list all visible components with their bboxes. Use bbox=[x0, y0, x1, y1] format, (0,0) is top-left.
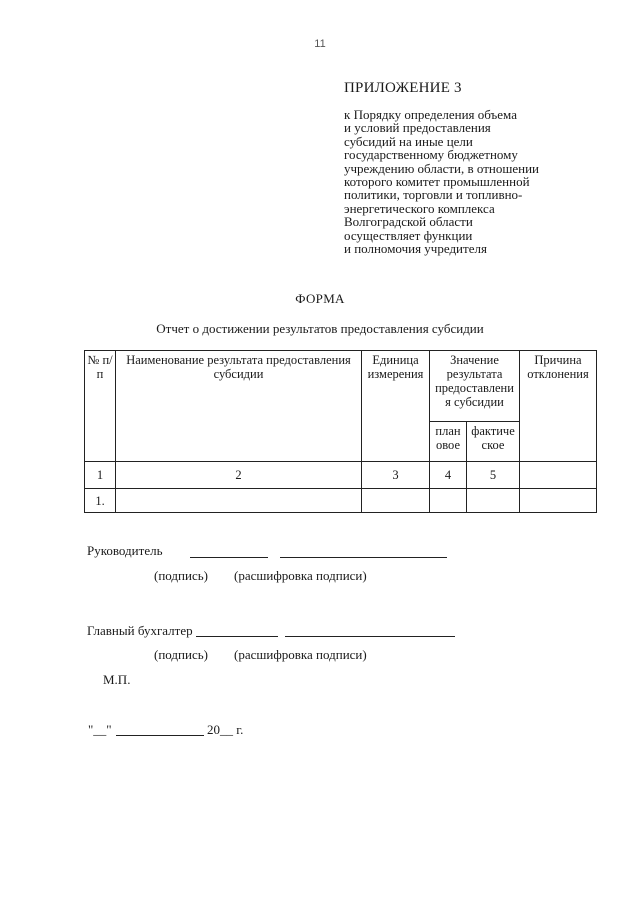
date-day: "__" bbox=[88, 722, 112, 737]
table-cell: 4 bbox=[430, 462, 467, 489]
header-actual: фактиче ское bbox=[467, 422, 520, 462]
appendix-line: к Порядку определения объема bbox=[344, 107, 517, 122]
appendix-description bbox=[344, 108, 594, 255]
report-title: Отчет о достижении результатов предоставления субсидии bbox=[156, 321, 484, 336]
chief-decoding-line bbox=[285, 636, 455, 637]
header-value: Значение результата предоставлени я субсидии bbox=[430, 351, 520, 422]
table-cell: 5 bbox=[467, 462, 520, 489]
page-number: 11 bbox=[314, 38, 326, 50]
table-cell bbox=[116, 489, 362, 513]
table-row bbox=[85, 489, 597, 513]
appendix-line: Волгоградской области bbox=[344, 214, 473, 230]
head-signature-line bbox=[190, 557, 268, 558]
header-num: № п/п bbox=[85, 351, 116, 462]
header-unit: Единица измерения bbox=[362, 351, 430, 462]
table-row bbox=[85, 462, 597, 489]
appendix-line: и условий предоставления bbox=[344, 120, 491, 136]
stamp-label: М.П. bbox=[103, 672, 131, 687]
table-cell bbox=[467, 489, 520, 513]
appendix-title: ПРИЛОЖЕНИЕ 3 bbox=[344, 80, 462, 96]
header-planned: план овое bbox=[430, 422, 467, 462]
head-label: Руководитель bbox=[87, 543, 163, 558]
table-cell bbox=[520, 462, 597, 489]
head-signature-caption: (подпись) bbox=[154, 568, 208, 583]
chief-signature-caption: (подпись) bbox=[154, 647, 208, 662]
chief-accountant-label: Главный бухгалтер bbox=[87, 623, 193, 638]
table-cell: 1 bbox=[85, 462, 116, 489]
table-cell: 3 bbox=[362, 462, 430, 489]
head-decoding-caption: (расшифровка подписи) bbox=[234, 568, 367, 583]
appendix-line: и полномочия учредителя bbox=[344, 241, 487, 257]
appendix-line: государственному бюджетному bbox=[344, 147, 518, 163]
table-cell: 2 bbox=[116, 462, 362, 489]
header-name: Наименование результата предоставления субсидии bbox=[116, 351, 362, 462]
appendix-line: политики, торговли и топливно- bbox=[344, 187, 523, 203]
chief-signature-line bbox=[196, 636, 278, 637]
date-month-line bbox=[116, 735, 204, 736]
appendix-line: учреждению области, в отношении bbox=[344, 160, 540, 176]
date-year: 20__ г. bbox=[207, 722, 244, 737]
table-cell: 1. bbox=[85, 489, 116, 513]
table-cell bbox=[362, 489, 430, 513]
table-cell bbox=[520, 489, 597, 513]
appendix-line: которого комитет промышленной bbox=[344, 174, 530, 190]
report-table bbox=[84, 350, 597, 513]
form-label: ФОРМА bbox=[295, 291, 345, 306]
appendix-line: субсидий на иные цели bbox=[344, 133, 473, 149]
header-reason: Причина отклонения bbox=[520, 351, 597, 462]
table-cell bbox=[430, 489, 467, 513]
appendix-line: энергетического комплекса bbox=[344, 200, 495, 216]
head-decoding-line bbox=[280, 557, 447, 558]
appendix-line: осуществляет функции bbox=[344, 227, 473, 243]
chief-decoding-caption: (расшифровка подписи) bbox=[234, 647, 367, 662]
